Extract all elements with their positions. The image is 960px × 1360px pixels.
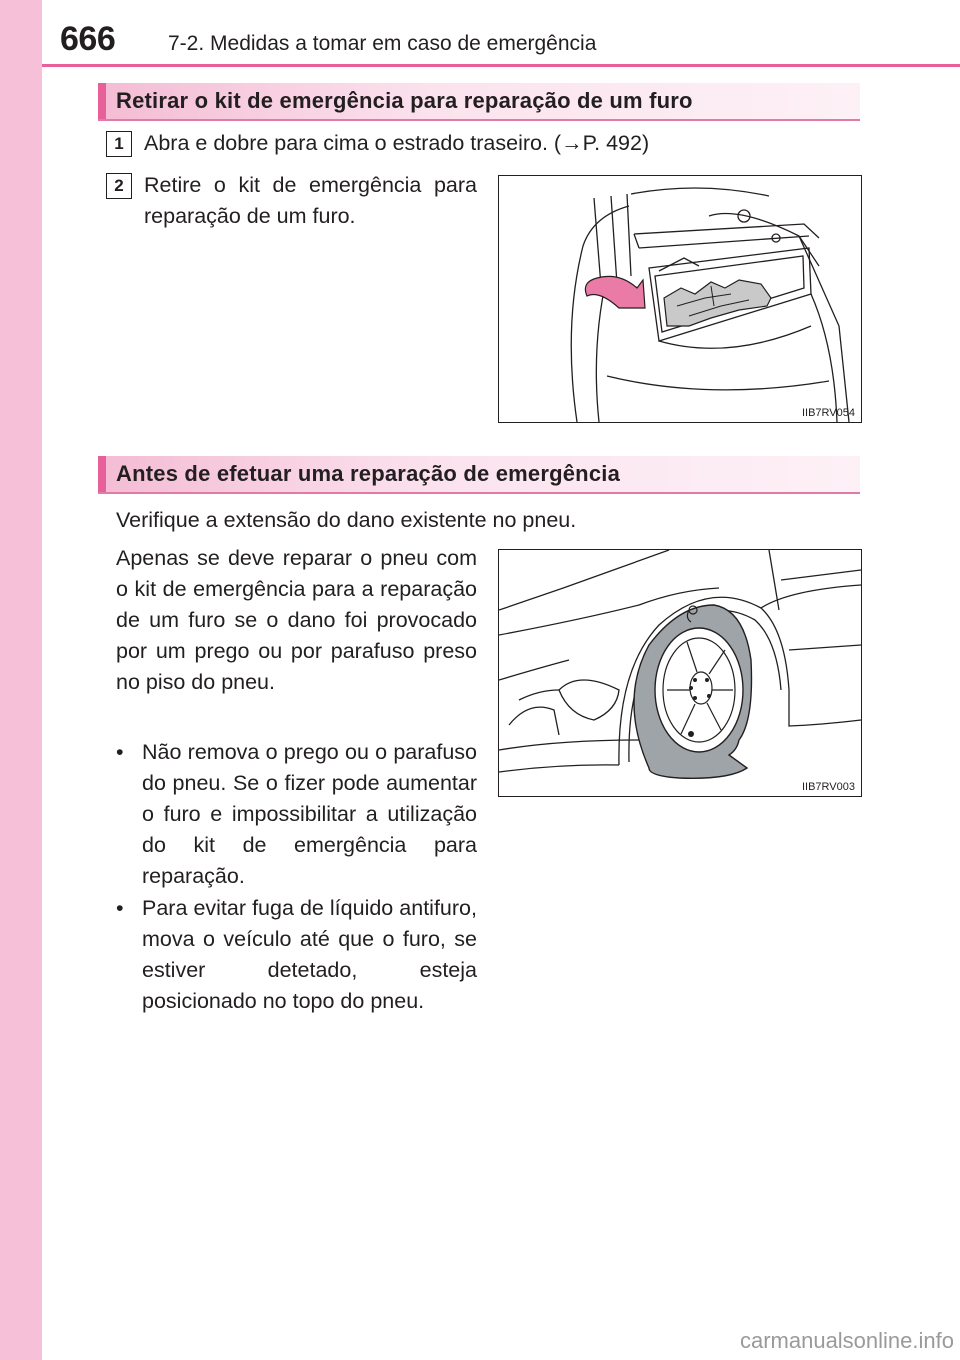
side-color-band [0,0,42,1360]
bullet-icon: • [116,740,124,764]
heading-accent-bar [98,83,106,119]
figure-code: IIB7RV003 [801,781,855,793]
bullet-icon: • [116,896,124,920]
arrow-icon [585,276,645,308]
intro-text: Verifique a extensão do dano existente no pneu. [116,508,577,532]
bullet-item [116,737,477,892]
step-number-1: 1 [106,131,132,157]
figure-flat-tire [498,549,862,797]
section-heading-text: Antes de efetuar uma reparação de emergência [116,461,621,486]
header-rule [42,64,960,67]
section-heading-before-repair [98,456,860,494]
heading-accent-bar [98,456,106,492]
section-title: 7-2. Medidas a tomar em caso de emergência [168,32,597,55]
figure-code: IIB7RV054 [801,407,855,419]
flat-tire-illustration [499,550,861,796]
step-1-text: Abra e dobre para cima o estrado traseiro. (→P. 492) [144,131,650,155]
section-heading-text: Retirar o kit de emergência para reparação de um furo [116,88,693,113]
figure-trunk-kit [498,175,862,423]
bullet-text: Não remova o prego ou o parafuso do pneu. Se o fizer pode aumentar o furo e impossibilitar a utilização do kit de emergência para reparação. [142,740,477,888]
section-heading-kit-removal [98,83,860,121]
watermark: carmanualsonline.info [739,1328,954,1353]
repair-condition-paragraph: Apenas se deve reparar o pneu com o kit de emergência para a reparação de um furo se o dano foi provocado por um prego ou por parafuso preso no piso do pneu. [116,546,477,694]
page-number: 666 [60,20,116,58]
bullet-item [116,893,477,1017]
step-number-2: 2 [106,173,132,199]
step-2-text: Retire o kit de emergência para reparação de um furo. [144,173,477,228]
bullet-text: Para evitar fuga de líquido antifuro, mova o veículo até que o furo, se estiver detetado, esteja posicionado no topo do pneu. [142,896,477,1013]
trunk-illustration [499,176,861,422]
